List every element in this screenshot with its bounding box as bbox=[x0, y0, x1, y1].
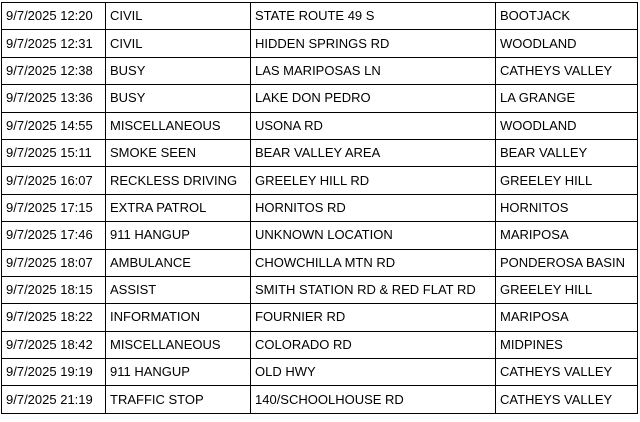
cell-location: BEAR VALLEY AREA bbox=[251, 139, 496, 166]
cell-area: BEAR VALLEY bbox=[496, 139, 638, 166]
cell-call-type: AMBULANCE bbox=[106, 249, 251, 276]
table-row bbox=[2, 57, 638, 84]
table-row bbox=[2, 30, 638, 57]
cell-call-type: TRAFFIC STOP bbox=[106, 386, 251, 413]
cell-area: MARIPOSA bbox=[496, 222, 638, 249]
cell-datetime: 9/7/2025 15:11 bbox=[2, 139, 106, 166]
cell-area: BOOTJACK bbox=[496, 3, 638, 30]
cell-area: CATHEYS VALLEY bbox=[496, 57, 638, 84]
cell-call-type: 911 HANGUP bbox=[106, 222, 251, 249]
cell-location: HIDDEN SPRINGS RD bbox=[251, 30, 496, 57]
cell-datetime: 9/7/2025 13:36 bbox=[2, 85, 106, 112]
cell-location: USONA RD bbox=[251, 112, 496, 139]
table-row bbox=[2, 194, 638, 221]
table-row bbox=[2, 276, 638, 303]
cell-location: GREELEY HILL RD bbox=[251, 167, 496, 194]
cell-call-type: CIVIL bbox=[106, 3, 251, 30]
cell-call-type: CIVIL bbox=[106, 30, 251, 57]
cell-location: LAS MARIPOSAS LN bbox=[251, 57, 496, 84]
cell-call-type: BUSY bbox=[106, 85, 251, 112]
cell-datetime: 9/7/2025 17:15 bbox=[2, 194, 106, 221]
cell-location: COLORADO RD bbox=[251, 331, 496, 358]
cell-datetime: 9/7/2025 18:22 bbox=[2, 304, 106, 331]
cell-area: HORNITOS bbox=[496, 194, 638, 221]
table-row bbox=[2, 359, 638, 386]
cell-datetime: 9/7/2025 12:38 bbox=[2, 57, 106, 84]
cell-area: WOODLAND bbox=[496, 30, 638, 57]
cell-area: MARIPOSA bbox=[496, 304, 638, 331]
table-row bbox=[2, 139, 638, 166]
cell-datetime: 9/7/2025 19:19 bbox=[2, 359, 106, 386]
cell-datetime: 9/7/2025 18:07 bbox=[2, 249, 106, 276]
cell-location: STATE ROUTE 49 S bbox=[251, 3, 496, 30]
table-row bbox=[2, 167, 638, 194]
cell-call-type: 911 HANGUP bbox=[106, 359, 251, 386]
table-row bbox=[2, 386, 638, 413]
cell-datetime: 9/7/2025 16:07 bbox=[2, 167, 106, 194]
cell-area: PONDEROSA BASIN bbox=[496, 249, 638, 276]
cell-area: GREELEY HILL bbox=[496, 167, 638, 194]
table-row bbox=[2, 112, 638, 139]
cell-location: CHOWCHILLA MTN RD bbox=[251, 249, 496, 276]
table-row bbox=[2, 249, 638, 276]
cell-datetime: 9/7/2025 17:46 bbox=[2, 222, 106, 249]
table-row bbox=[2, 222, 638, 249]
cell-datetime: 9/7/2025 18:42 bbox=[2, 331, 106, 358]
cell-datetime: 9/7/2025 18:15 bbox=[2, 276, 106, 303]
table-row bbox=[2, 304, 638, 331]
cell-call-type: ASSIST bbox=[106, 276, 251, 303]
table-row bbox=[2, 331, 638, 358]
cell-datetime: 9/7/2025 21:19 bbox=[2, 386, 106, 413]
cell-call-type: MISCELLANEOUS bbox=[106, 112, 251, 139]
cell-call-type: RECKLESS DRIVING bbox=[106, 167, 251, 194]
cell-location: OLD HWY bbox=[251, 359, 496, 386]
cell-area: CATHEYS VALLEY bbox=[496, 386, 638, 413]
cell-area: LA GRANGE bbox=[496, 85, 638, 112]
cell-datetime: 9/7/2025 12:31 bbox=[2, 30, 106, 57]
cell-call-type: INFORMATION bbox=[106, 304, 251, 331]
cell-area: CATHEYS VALLEY bbox=[496, 359, 638, 386]
cell-location: FOURNIER RD bbox=[251, 304, 496, 331]
call-log-table bbox=[1, 2, 638, 414]
cell-area: GREELEY HILL bbox=[496, 276, 638, 303]
cell-call-type: BUSY bbox=[106, 57, 251, 84]
cell-call-type: EXTRA PATROL bbox=[106, 194, 251, 221]
call-log-body bbox=[2, 3, 638, 414]
cell-location: HORNITOS RD bbox=[251, 194, 496, 221]
cell-datetime: 9/7/2025 12:20 bbox=[2, 3, 106, 30]
cell-call-type: MISCELLANEOUS bbox=[106, 331, 251, 358]
cell-call-type: SMOKE SEEN bbox=[106, 139, 251, 166]
cell-area: WOODLAND bbox=[496, 112, 638, 139]
cell-area: MIDPINES bbox=[496, 331, 638, 358]
cell-datetime: 9/7/2025 14:55 bbox=[2, 112, 106, 139]
table-row bbox=[2, 3, 638, 30]
cell-location: LAKE DON PEDRO bbox=[251, 85, 496, 112]
cell-location: SMITH STATION RD & RED FLAT RD bbox=[251, 276, 496, 303]
table-row bbox=[2, 85, 638, 112]
cell-location: UNKNOWN LOCATION bbox=[251, 222, 496, 249]
cell-location: 140/SCHOOLHOUSE RD bbox=[251, 386, 496, 413]
